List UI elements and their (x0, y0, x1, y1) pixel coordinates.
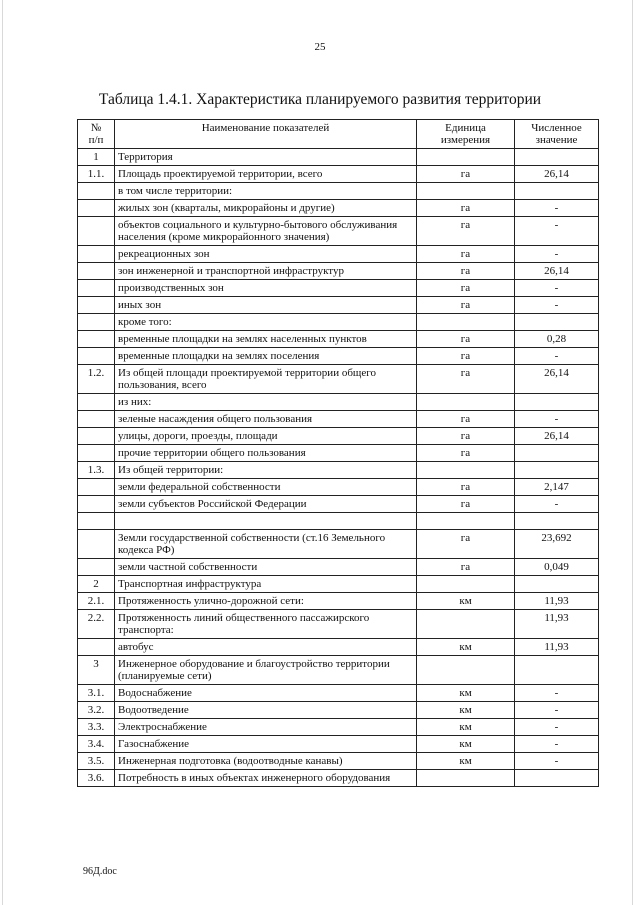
left-scan-edge (2, 0, 3, 905)
cell-num (78, 246, 115, 263)
cell-num: 2.1. (78, 593, 115, 610)
cell-unit: км (417, 753, 515, 770)
table-row (78, 496, 599, 513)
cell-name: временные площадки на землях поселения (115, 348, 417, 365)
cell-unit (417, 149, 515, 166)
cell-num (78, 217, 115, 246)
cell-unit: га (417, 166, 515, 183)
cell-unit: га (417, 280, 515, 297)
table-row (78, 263, 599, 280)
cell-unit: га (417, 217, 515, 246)
cell-value: 23,692 (515, 530, 599, 559)
cell-value: - (515, 753, 599, 770)
cell-name: Из общей территории: (115, 462, 417, 479)
cell-name: Транспортная инфраструктура (115, 576, 417, 593)
cell-num: 3.5. (78, 753, 115, 770)
cell-num: 3.4. (78, 736, 115, 753)
header-num: № п/п (78, 120, 115, 149)
cell-unit: га (417, 496, 515, 513)
table-row (78, 166, 599, 183)
cell-value: - (515, 496, 599, 513)
cell-num (78, 445, 115, 462)
table-row (78, 314, 599, 331)
cell-unit: га (417, 530, 515, 559)
cell-num: 3.2. (78, 702, 115, 719)
cell-name: земли частной собственности (115, 559, 417, 576)
cell-name: Территория (115, 149, 417, 166)
cell-unit: га (417, 263, 515, 280)
table-row (78, 331, 599, 348)
cell-value: - (515, 280, 599, 297)
table-row (78, 462, 599, 479)
cell-unit (417, 770, 515, 787)
table-row (78, 753, 599, 770)
cell-num (78, 639, 115, 656)
cell-num: 2.2. (78, 610, 115, 639)
cell-value: - (515, 736, 599, 753)
table-header-row (78, 120, 599, 149)
cell-value: - (515, 702, 599, 719)
cell-unit: га (417, 297, 515, 314)
cell-unit: га (417, 365, 515, 394)
cell-name: улицы, дороги, проезды, площади (115, 428, 417, 445)
cell-unit (417, 462, 515, 479)
cell-name: Водоотведение (115, 702, 417, 719)
cell-num (78, 263, 115, 280)
cell-value: 26,14 (515, 263, 599, 280)
cell-unit: км (417, 639, 515, 656)
cell-name: объектов социального и культурно-бытового обслуживания населения (кроме микрорайонного значения) (115, 217, 417, 246)
table-row (78, 149, 599, 166)
table-row (78, 428, 599, 445)
table-row (78, 246, 599, 263)
cell-unit: га (417, 246, 515, 263)
cell-unit: га (417, 411, 515, 428)
cell-value (515, 394, 599, 411)
footer-filename: 96Д.doc (83, 866, 117, 877)
table-row (78, 702, 599, 719)
cell-name: из них: (115, 394, 417, 411)
cell-num (78, 411, 115, 428)
cell-unit: га (417, 428, 515, 445)
page-number: 25 (314, 41, 326, 53)
cell-value: - (515, 348, 599, 365)
cell-num (78, 479, 115, 496)
table-row (78, 593, 599, 610)
cell-name: Инженерное оборудование и благоустройство территории (планируемые сети) (115, 656, 417, 685)
cell-num: 1.1. (78, 166, 115, 183)
cell-unit: га (417, 331, 515, 348)
table-row (78, 479, 599, 496)
cell-num (78, 394, 115, 411)
cell-unit: км (417, 736, 515, 753)
cell-num (78, 530, 115, 559)
cell-num: 1 (78, 149, 115, 166)
cell-unit: км (417, 593, 515, 610)
cell-name: Потребность в иных объектах инженерного оборудования (115, 770, 417, 787)
table-row (78, 280, 599, 297)
table-row (78, 348, 599, 365)
cell-value: 11,93 (515, 610, 599, 639)
cell-name: земли федеральной собственности (115, 479, 417, 496)
table-row (78, 610, 599, 639)
cell-name: временные площадки на землях населенных пунктов (115, 331, 417, 348)
cell-unit: км (417, 685, 515, 702)
cell-name: Инженерная подготовка (водоотводные канавы) (115, 753, 417, 770)
cell-num (78, 280, 115, 297)
cell-num (78, 331, 115, 348)
table-row (78, 736, 599, 753)
header-unit: Единица измерения (417, 120, 515, 149)
cell-num: 3.3. (78, 719, 115, 736)
cell-num (78, 314, 115, 331)
cell-value (515, 513, 599, 530)
cell-num: 1.3. (78, 462, 115, 479)
cell-num (78, 348, 115, 365)
cell-name: Площадь проектируемой территории, всего (115, 166, 417, 183)
cell-name: жилых зон (кварталы, микрорайоны и другие) (115, 200, 417, 217)
cell-name: рекреационных зон (115, 246, 417, 263)
table-row (78, 719, 599, 736)
cell-name: Земли государственной собственности (ст.16 Земельного кодекса РФ) (115, 530, 417, 559)
cell-unit: км (417, 719, 515, 736)
cell-unit: га (417, 200, 515, 217)
cell-value: - (515, 217, 599, 246)
cell-value: - (515, 685, 599, 702)
cell-value (515, 183, 599, 200)
cell-name: зеленые насаждения общего пользования (115, 411, 417, 428)
cell-value (515, 445, 599, 462)
cell-name: прочие территории общего пользования (115, 445, 417, 462)
cell-num (78, 200, 115, 217)
cell-value: - (515, 411, 599, 428)
cell-name: Водоснабжение (115, 685, 417, 702)
cell-value: - (515, 719, 599, 736)
cell-name: Из общей площади проектируемой территории общего пользования, всего (115, 365, 417, 394)
cell-name: иных зон (115, 297, 417, 314)
table-row (78, 530, 599, 559)
table-row (78, 297, 599, 314)
cell-num: 3.1. (78, 685, 115, 702)
table-row (78, 217, 599, 246)
cell-unit: км (417, 702, 515, 719)
table-body (78, 149, 599, 787)
cell-value: 26,14 (515, 166, 599, 183)
header-value: Численное значение (515, 120, 599, 149)
table-row (78, 183, 599, 200)
cell-value (515, 314, 599, 331)
cell-value: 26,14 (515, 428, 599, 445)
cell-unit (417, 513, 515, 530)
cell-num (78, 496, 115, 513)
cell-num (78, 513, 115, 530)
cell-name: автобус (115, 639, 417, 656)
cell-value: 2,147 (515, 479, 599, 496)
cell-unit (417, 314, 515, 331)
cell-value: - (515, 246, 599, 263)
cell-unit (417, 183, 515, 200)
table-row (78, 411, 599, 428)
cell-value: 0,049 (515, 559, 599, 576)
cell-value (515, 462, 599, 479)
table-row (78, 365, 599, 394)
cell-num: 1.2. (78, 365, 115, 394)
cell-num (78, 428, 115, 445)
cell-value: 11,93 (515, 639, 599, 656)
table-row (78, 394, 599, 411)
cell-value: 0,28 (515, 331, 599, 348)
cell-name: Протяженность улично-дорожной сети: (115, 593, 417, 610)
cell-value: - (515, 297, 599, 314)
table-row (78, 513, 599, 530)
header-name: Наименование показателей (115, 120, 417, 149)
cell-num: 3 (78, 656, 115, 685)
cell-name: кроме того: (115, 314, 417, 331)
cell-num (78, 297, 115, 314)
cell-unit: га (417, 348, 515, 365)
cell-name: земли субъектов Российской Федерации (115, 496, 417, 513)
cell-unit (417, 576, 515, 593)
table-row (78, 576, 599, 593)
table-row (78, 685, 599, 702)
table-row (78, 559, 599, 576)
cell-name: Газоснабжение (115, 736, 417, 753)
cell-name: производственных зон (115, 280, 417, 297)
right-scan-edge (632, 0, 633, 905)
cell-value (515, 576, 599, 593)
characteristics-table (77, 119, 599, 787)
cell-name: Электроснабжение (115, 719, 417, 736)
cell-name: Протяженность линий общественного пассажирского транспорта: (115, 610, 417, 639)
cell-value (515, 149, 599, 166)
cell-name: зон инженерной и транспортной инфраструктур (115, 263, 417, 280)
cell-unit (417, 656, 515, 685)
cell-num: 2 (78, 576, 115, 593)
cell-unit: га (417, 445, 515, 462)
table-title: Таблица 1.4.1. Характеристика планируемого развития территории (98, 91, 542, 108)
cell-value (515, 770, 599, 787)
table-row (78, 200, 599, 217)
cell-name: в том числе территории: (115, 183, 417, 200)
cell-value: 26,14 (515, 365, 599, 394)
cell-num: 3.6. (78, 770, 115, 787)
cell-unit: га (417, 559, 515, 576)
cell-value (515, 656, 599, 685)
cell-name (115, 513, 417, 530)
cell-value: - (515, 200, 599, 217)
table-row (78, 656, 599, 685)
cell-unit (417, 610, 515, 639)
cell-unit (417, 394, 515, 411)
cell-num (78, 559, 115, 576)
cell-num (78, 183, 115, 200)
cell-value: 11,93 (515, 593, 599, 610)
table-row (78, 445, 599, 462)
table-row (78, 639, 599, 656)
table-row (78, 770, 599, 787)
cell-unit: га (417, 479, 515, 496)
